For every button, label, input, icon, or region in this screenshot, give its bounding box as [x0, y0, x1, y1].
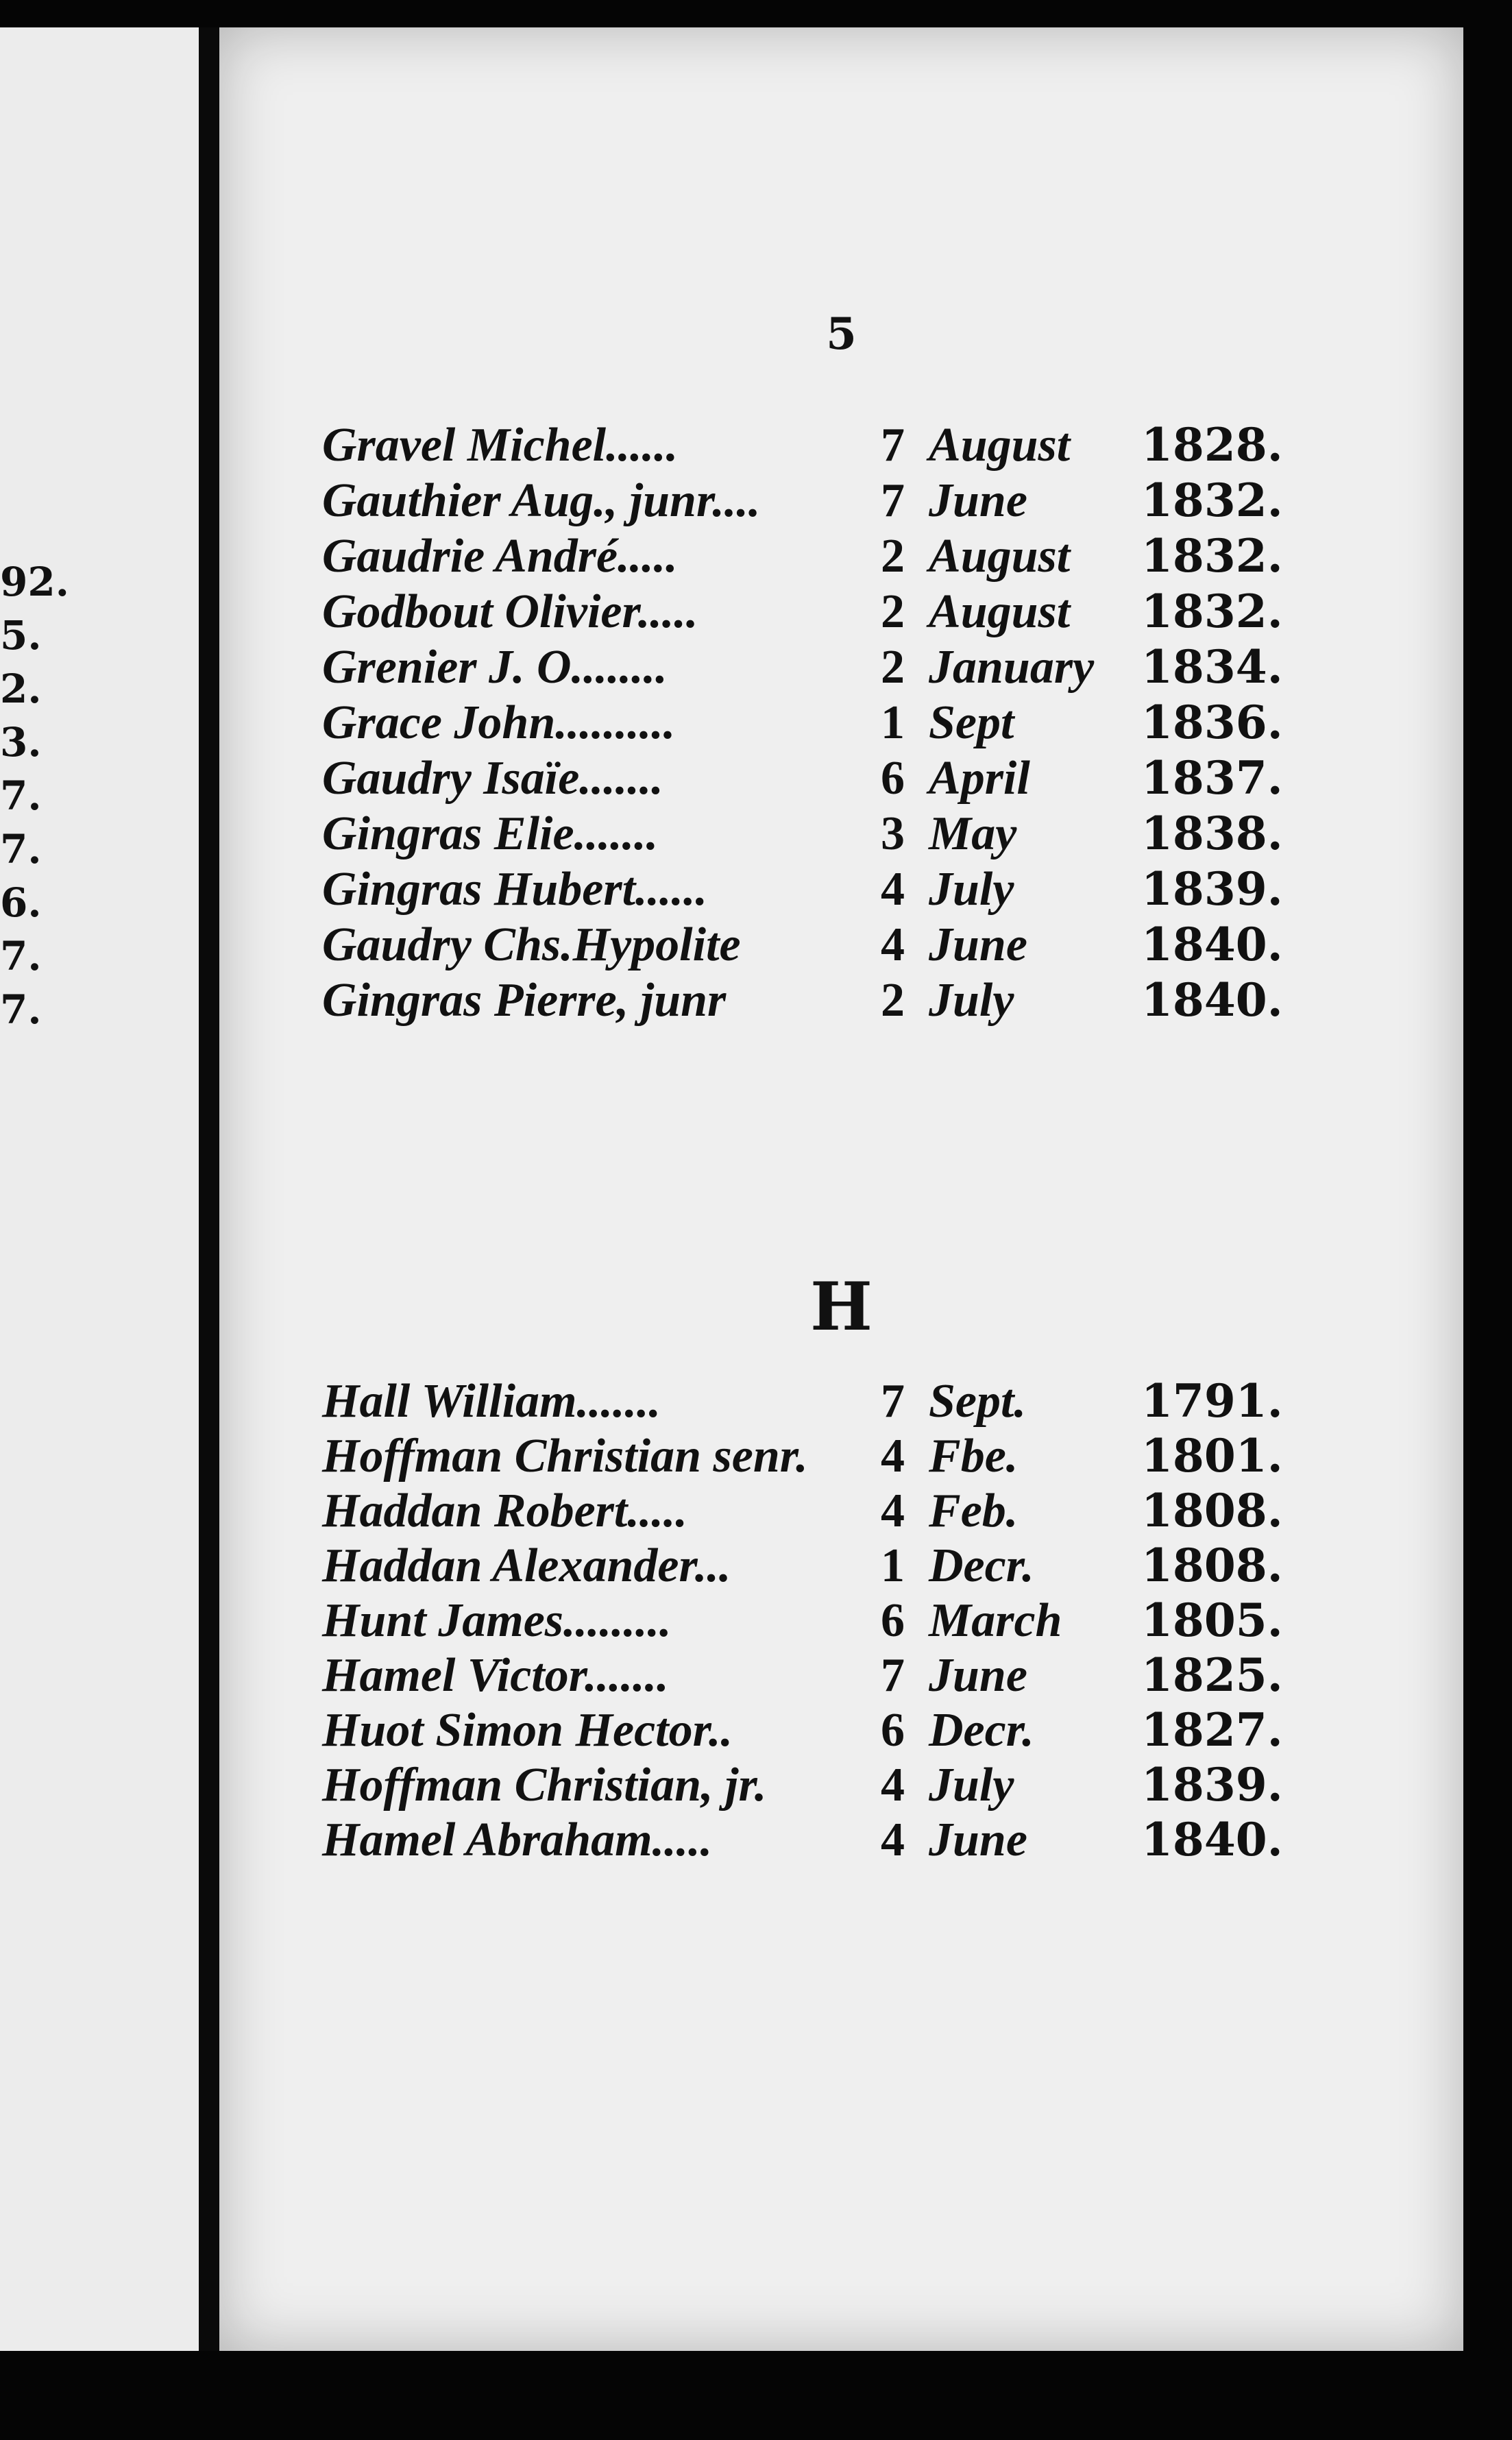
entry-name: Hoffman Christian senr.	[322, 1430, 808, 1483]
entry-month: June	[929, 918, 1027, 971]
entry-name: Grenier J. O........	[322, 641, 668, 694]
entry-month: Decr.	[929, 1704, 1034, 1757]
entry-name: Grace John..........	[322, 696, 676, 749]
left-page-fragment: 2.	[0, 666, 42, 712]
left-page-fragment: 3.	[0, 719, 42, 766]
entry-month: July	[929, 1759, 1014, 1811]
entry-name: Gaudrie André.....	[322, 530, 678, 583]
entry-year: 1805.	[1141, 1594, 1283, 1647]
entry-day: 4	[881, 863, 905, 916]
entry-day: 6	[881, 752, 905, 805]
entry-row	[322, 862, 1385, 918]
entry-row	[322, 474, 1385, 530]
left-page-fragment: 7.	[0, 826, 42, 873]
entry-day: 4	[881, 918, 905, 971]
entry-name: Gravel Michel......	[322, 419, 679, 472]
entry-row	[322, 640, 1385, 696]
entry-row	[322, 696, 1385, 752]
entry-day: 4	[881, 1485, 905, 1537]
entry-month: June	[929, 1814, 1027, 1866]
entry-name: Hall William.......	[322, 1375, 661, 1428]
entry-name: Gingras Pierre, junr	[322, 974, 727, 1027]
entry-name: Gingras Hubert......	[322, 863, 708, 916]
entry-day: 1	[881, 1539, 905, 1592]
entry-row	[322, 1429, 1385, 1485]
entry-month: Sept.	[929, 1375, 1026, 1428]
entry-year: 1828.	[1141, 418, 1283, 472]
entry-month: Sept	[929, 696, 1014, 749]
entry-row	[322, 1813, 1385, 1869]
entry-month: July	[929, 863, 1014, 916]
entry-row	[322, 585, 1385, 641]
entry-name: Haddan Alexander...	[322, 1539, 731, 1592]
entry-day: 2	[881, 585, 905, 638]
entry-year: 1825.	[1141, 1648, 1283, 1702]
entry-month: April	[929, 752, 1030, 805]
entry-day: 2	[881, 641, 905, 694]
entry-row	[322, 751, 1385, 807]
entry-row	[322, 1594, 1385, 1650]
entry-month: May	[929, 807, 1017, 860]
entry-day: 3	[881, 807, 905, 860]
entry-year: 1838.	[1141, 807, 1283, 860]
entry-name: Hamel Abraham.....	[322, 1814, 713, 1866]
entry-year: 1832.	[1141, 585, 1283, 638]
entry-row	[322, 973, 1385, 1029]
entry-month: June	[929, 1649, 1027, 1702]
book-gutter	[199, 27, 219, 2351]
entry-name: Gaudry Chs.Hypolite	[322, 918, 741, 971]
entry-month: March	[929, 1594, 1062, 1647]
entry-row	[322, 1703, 1385, 1759]
left-page-fragment: 7.	[0, 933, 42, 979]
entry-name: Hunt James.........	[322, 1594, 672, 1647]
entry-month: August	[929, 530, 1071, 583]
entry-month: Feb.	[929, 1485, 1019, 1537]
left-page-fragment: 92.	[0, 559, 69, 605]
entry-row	[322, 1374, 1385, 1430]
entry-month: January	[929, 641, 1095, 694]
entry-day: 7	[881, 419, 905, 472]
left-page-fragment: 7.	[0, 986, 42, 1033]
entry-row	[322, 529, 1385, 585]
entry-year: 1832.	[1141, 529, 1283, 583]
entry-month: July	[929, 974, 1014, 1027]
left-page-edge	[0, 27, 202, 2351]
entry-row	[322, 1758, 1385, 1814]
entry-year: 1840.	[1141, 973, 1283, 1027]
entry-month: August	[929, 585, 1071, 638]
entry-day: 7	[881, 1649, 905, 1702]
entry-row	[322, 918, 1385, 974]
entry-day: 1	[881, 696, 905, 749]
entry-year: 1832.	[1141, 474, 1283, 527]
entry-name: Godbout Olivier.....	[322, 585, 698, 638]
entry-name: Gingras Elie.......	[322, 807, 659, 860]
entry-year: 1834.	[1141, 640, 1283, 694]
entry-row	[322, 807, 1385, 863]
entry-day: 7	[881, 474, 905, 527]
entry-row	[322, 1648, 1385, 1705]
entry-day: 4	[881, 1430, 905, 1483]
entry-year: 1808.	[1141, 1484, 1283, 1537]
entry-name: Gauthier Aug., junr....	[322, 474, 761, 527]
entry-year: 1839.	[1141, 862, 1283, 916]
entry-day: 2	[881, 974, 905, 1027]
entry-day: 4	[881, 1814, 905, 1866]
left-page-fragment: 7.	[0, 772, 42, 819]
entry-name: Hoffman Christian, jr.	[322, 1759, 767, 1811]
entry-year: 1840.	[1141, 918, 1283, 971]
entry-name: Gaudry Isaïe.......	[322, 752, 663, 805]
entry-year: 1808.	[1141, 1539, 1283, 1592]
page	[219, 27, 1463, 2351]
entry-name: Huot Simon Hector..	[322, 1704, 733, 1757]
entry-row	[322, 418, 1385, 474]
entry-year: 1791.	[1141, 1374, 1283, 1428]
section-heading-h: H	[810, 1268, 873, 1345]
entry-year: 1840.	[1141, 1813, 1283, 1866]
page-number: 5	[826, 308, 857, 360]
entry-month: Decr.	[929, 1539, 1034, 1592]
left-page-fragment: 5.	[0, 612, 42, 659]
entry-row	[322, 1484, 1385, 1540]
entry-day: 6	[881, 1594, 905, 1647]
entry-day: 4	[881, 1759, 905, 1811]
entry-name: Haddan Robert.....	[322, 1485, 687, 1537]
entry-month: August	[929, 419, 1071, 472]
entry-year: 1836.	[1141, 696, 1283, 749]
entry-month: June	[929, 474, 1027, 527]
entry-month: Fbe.	[929, 1430, 1019, 1483]
entry-row	[322, 1539, 1385, 1595]
entry-name: Hamel Victor.......	[322, 1649, 669, 1702]
entry-year: 1839.	[1141, 1758, 1283, 1811]
entry-day: 6	[881, 1704, 905, 1757]
entry-day: 7	[881, 1375, 905, 1428]
entry-year: 1801.	[1141, 1429, 1283, 1483]
entry-year: 1827.	[1141, 1703, 1283, 1757]
left-page-fragment: 6.	[0, 879, 42, 926]
entry-year: 1837.	[1141, 751, 1283, 805]
entry-day: 2	[881, 530, 905, 583]
